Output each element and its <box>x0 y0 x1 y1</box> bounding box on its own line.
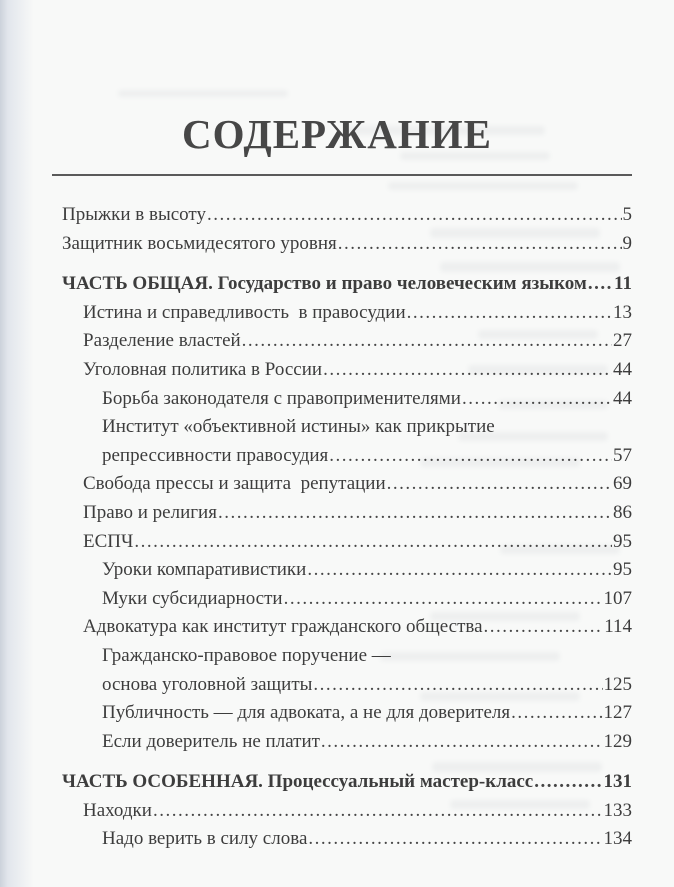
toc-entry-page: 131 <box>603 771 632 793</box>
toc-entry <box>62 270 632 299</box>
toc-entry-page: 86 <box>613 501 632 523</box>
dot-leader <box>284 585 603 614</box>
dot-leader <box>134 528 612 557</box>
toc-entry-page: 57 <box>613 444 632 466</box>
toc-entry-page: 134 <box>603 828 632 850</box>
toc-entry <box>62 385 632 414</box>
toc-list <box>62 201 632 854</box>
toc-entry <box>62 768 632 797</box>
bleed-smudge <box>118 90 288 97</box>
toc-entry <box>62 230 632 259</box>
toc-entry <box>62 556 632 585</box>
dot-leader <box>323 356 612 385</box>
toc-entry <box>62 728 632 757</box>
toc-entry-title: Право и религия <box>83 501 217 523</box>
toc-entry <box>62 442 632 471</box>
toc-entry-title: Защитник восьмидесятого уровня <box>62 232 337 254</box>
dot-leader <box>484 613 604 642</box>
toc-entry-title: Свобода прессы и защита репутации <box>83 473 386 495</box>
toc-entry-page: 127 <box>603 702 632 724</box>
toc-entry <box>62 528 632 557</box>
toc-entry-title: основа уголовной защиты <box>102 673 313 695</box>
toc-entry-title: ЧАСТЬ ОСОБЕННАЯ. Процессуальный мастер-класс <box>62 771 534 793</box>
toc-entry-page: 44 <box>613 387 632 409</box>
toc-entry <box>62 585 632 614</box>
dot-leader <box>153 797 603 826</box>
toc-entry-title: Институт «объективной истины» как прикрытие <box>102 416 495 438</box>
toc-entry-title: ЧАСТЬ ОБЩАЯ. Государство и право человеческим языком <box>62 273 587 295</box>
toc-entry <box>62 470 632 499</box>
toc-entry <box>62 201 632 230</box>
toc-entry <box>62 671 632 700</box>
toc-entry-page: 27 <box>613 330 632 352</box>
toc-entry <box>62 613 632 642</box>
toc-entry <box>62 327 632 356</box>
toc-entry-title: Уголовная политика в России <box>83 358 323 380</box>
toc-entry-title: Борьба законодателя с правоприменителями <box>102 387 461 409</box>
toc-entry <box>62 825 632 854</box>
toc-entry <box>62 642 632 671</box>
dot-leader <box>338 230 622 259</box>
toc-entry-page: 114 <box>604 616 632 638</box>
dot-leader <box>307 556 612 585</box>
toc-entry <box>62 299 632 328</box>
toc-entry <box>62 356 632 385</box>
dot-leader <box>588 270 613 299</box>
toc-entry <box>62 699 632 728</box>
toc-entry-title: Муки субсидиарности <box>102 587 283 609</box>
toc-entry-page: 44 <box>613 358 632 380</box>
dot-leader <box>329 442 612 471</box>
bleed-smudge <box>388 182 578 190</box>
toc-entry-page: 133 <box>603 799 632 821</box>
toc-entry-title: Адвокатура как институт гражданского общества <box>83 616 483 638</box>
toc-entry-title: Разделение властей <box>83 330 241 352</box>
dot-leader <box>321 728 603 757</box>
toc-entry-title: Публичность — для адвоката, а не для доверителя <box>102 702 511 724</box>
toc-entry <box>62 499 632 528</box>
toc-entry-page: 125 <box>603 673 632 695</box>
toc-entry-page: 69 <box>613 473 632 495</box>
toc-entry-title: Прыжки в высоту <box>62 204 206 225</box>
dot-leader <box>462 385 612 414</box>
toc-entry-title: Если доверитель не платит <box>102 730 320 752</box>
toc-entry-page: 5 <box>622 204 632 225</box>
toc-entry-title: ЕСПЧ <box>83 530 134 552</box>
toc-entry-title: Надо верить в силу слова <box>102 828 308 850</box>
toc-entry-page: 13 <box>613 301 632 323</box>
title-divider-rule <box>52 174 632 176</box>
toc-entry-title: Гражданско-правовое поручение — <box>102 644 391 666</box>
toc-entry-page: 95 <box>613 559 632 581</box>
toc-entry-page: 129 <box>603 730 632 752</box>
toc-entry <box>62 413 632 442</box>
dot-leader <box>534 768 602 797</box>
toc-entry-title: Уроки компаративистики <box>102 559 307 581</box>
dot-leader <box>387 470 612 499</box>
toc-entry-page: 11 <box>614 273 632 295</box>
dot-leader <box>313 671 602 700</box>
toc-entry-title: репрессивности правосудия <box>102 444 329 466</box>
dot-leader <box>308 825 602 854</box>
toc-entry-title: Истина и справедливость в правосудии <box>83 301 406 323</box>
toc-entry-page: 107 <box>603 587 632 609</box>
toc-entry-page: 95 <box>613 530 632 552</box>
toc-entry <box>62 797 632 826</box>
dot-leader <box>242 327 612 356</box>
toc-entry-page: 9 <box>622 232 632 254</box>
dot-leader <box>407 299 612 328</box>
dot-leader <box>207 201 622 230</box>
dot-leader <box>218 499 612 528</box>
page-title: СОДЕРЖАНИЕ <box>182 111 492 157</box>
toc-entry-title: Находки <box>83 799 152 821</box>
dot-leader <box>511 699 602 728</box>
